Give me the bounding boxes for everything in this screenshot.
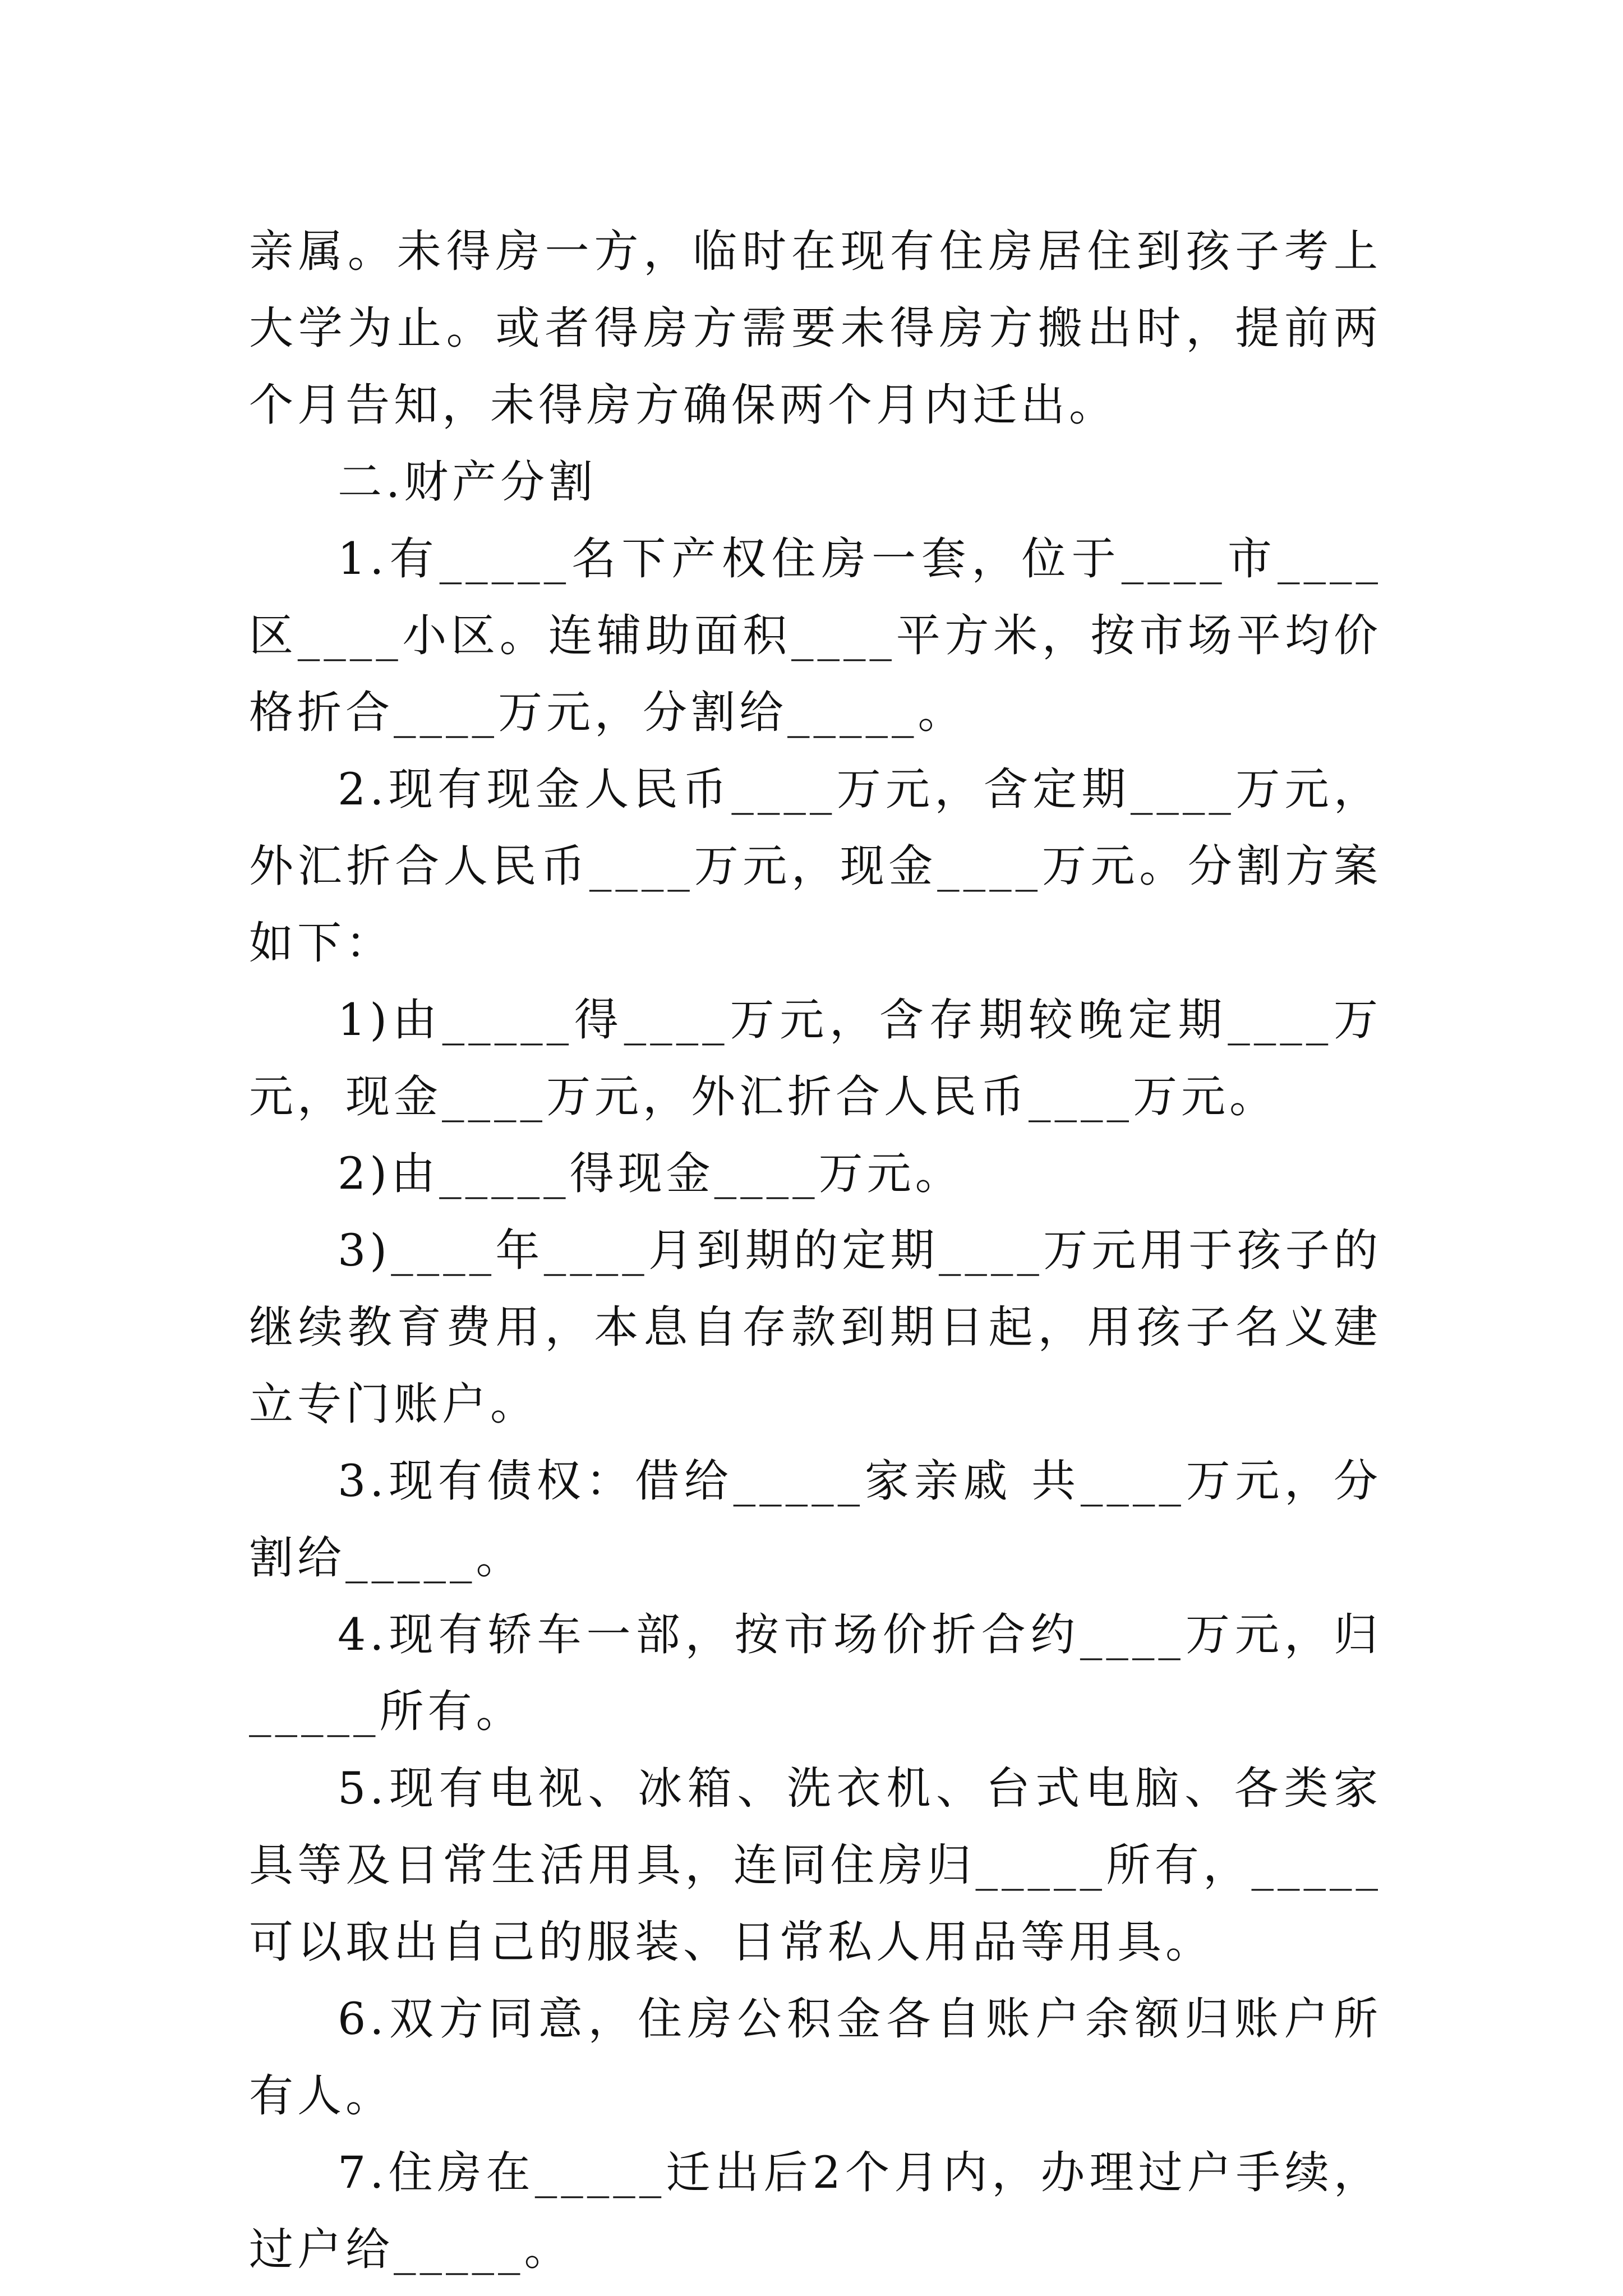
paragraph-item-4-car: 4.现有轿车一部，按市场价折合约____万元，归_____所有。 [249,1609,1382,1737]
paragraph-item-6-fund: 6.双方同意，住房公积金各自账户余额归账户所有人。 [249,1993,1382,2122]
paragraph-item-3-claims: 3.现有债权：借给_____家亲戚 共____万元，分割给_____。 [249,1455,1382,1584]
document-page [249,213,1382,2288]
paragraph-subitem-2: 2)由_____得现金____万元。 [338,1148,963,1199]
paragraph-item-7-transfer: 7.住房在_____迁出后2个月内，办理过户手续，过户给_____。 [249,2147,1382,2275]
paragraph-item-1-house: 1.有_____名下产权住房一套，位于____市____区____小区。连辅助面积____平方米，按市场平均价格折合____万元，分割给_____。 [249,533,1382,738]
paragraph-continuation: 亲属。未得房一方，临时在现有住房居住到孩子考上大学为止。或者得房方需要未得房方搬出时，提前两个月告知，未得房方确保两个月内迁出。 [249,226,1382,431]
paragraph-subitem-3: 3)____年____月到期的定期____万元用于孩子的继续教育费用，本息自存款到期日起，用孩子名义建立专门账户。 [249,1225,1382,1430]
section-heading-property-division: 二.财产分割 [338,456,597,508]
paragraph-item-5-household: 5.现有电视、冰箱、洗衣机、台式电脑、各类家具等及日常生活用具，连同住房归_____所有，_____可以取出自己的服装、日常私人用品等用具。 [249,1763,1382,1968]
paragraph-subitem-1: 1)由_____得____万元，含存期较晚定期____万元，现金____万元，外汇折合人民币____万元。 [249,994,1382,1122]
paragraph-item-2-cash: 2.现有现金人民币____万元，含定期____万元，外汇折合人民币____万元，现金____万元。分割方案如下： [249,763,1382,969]
